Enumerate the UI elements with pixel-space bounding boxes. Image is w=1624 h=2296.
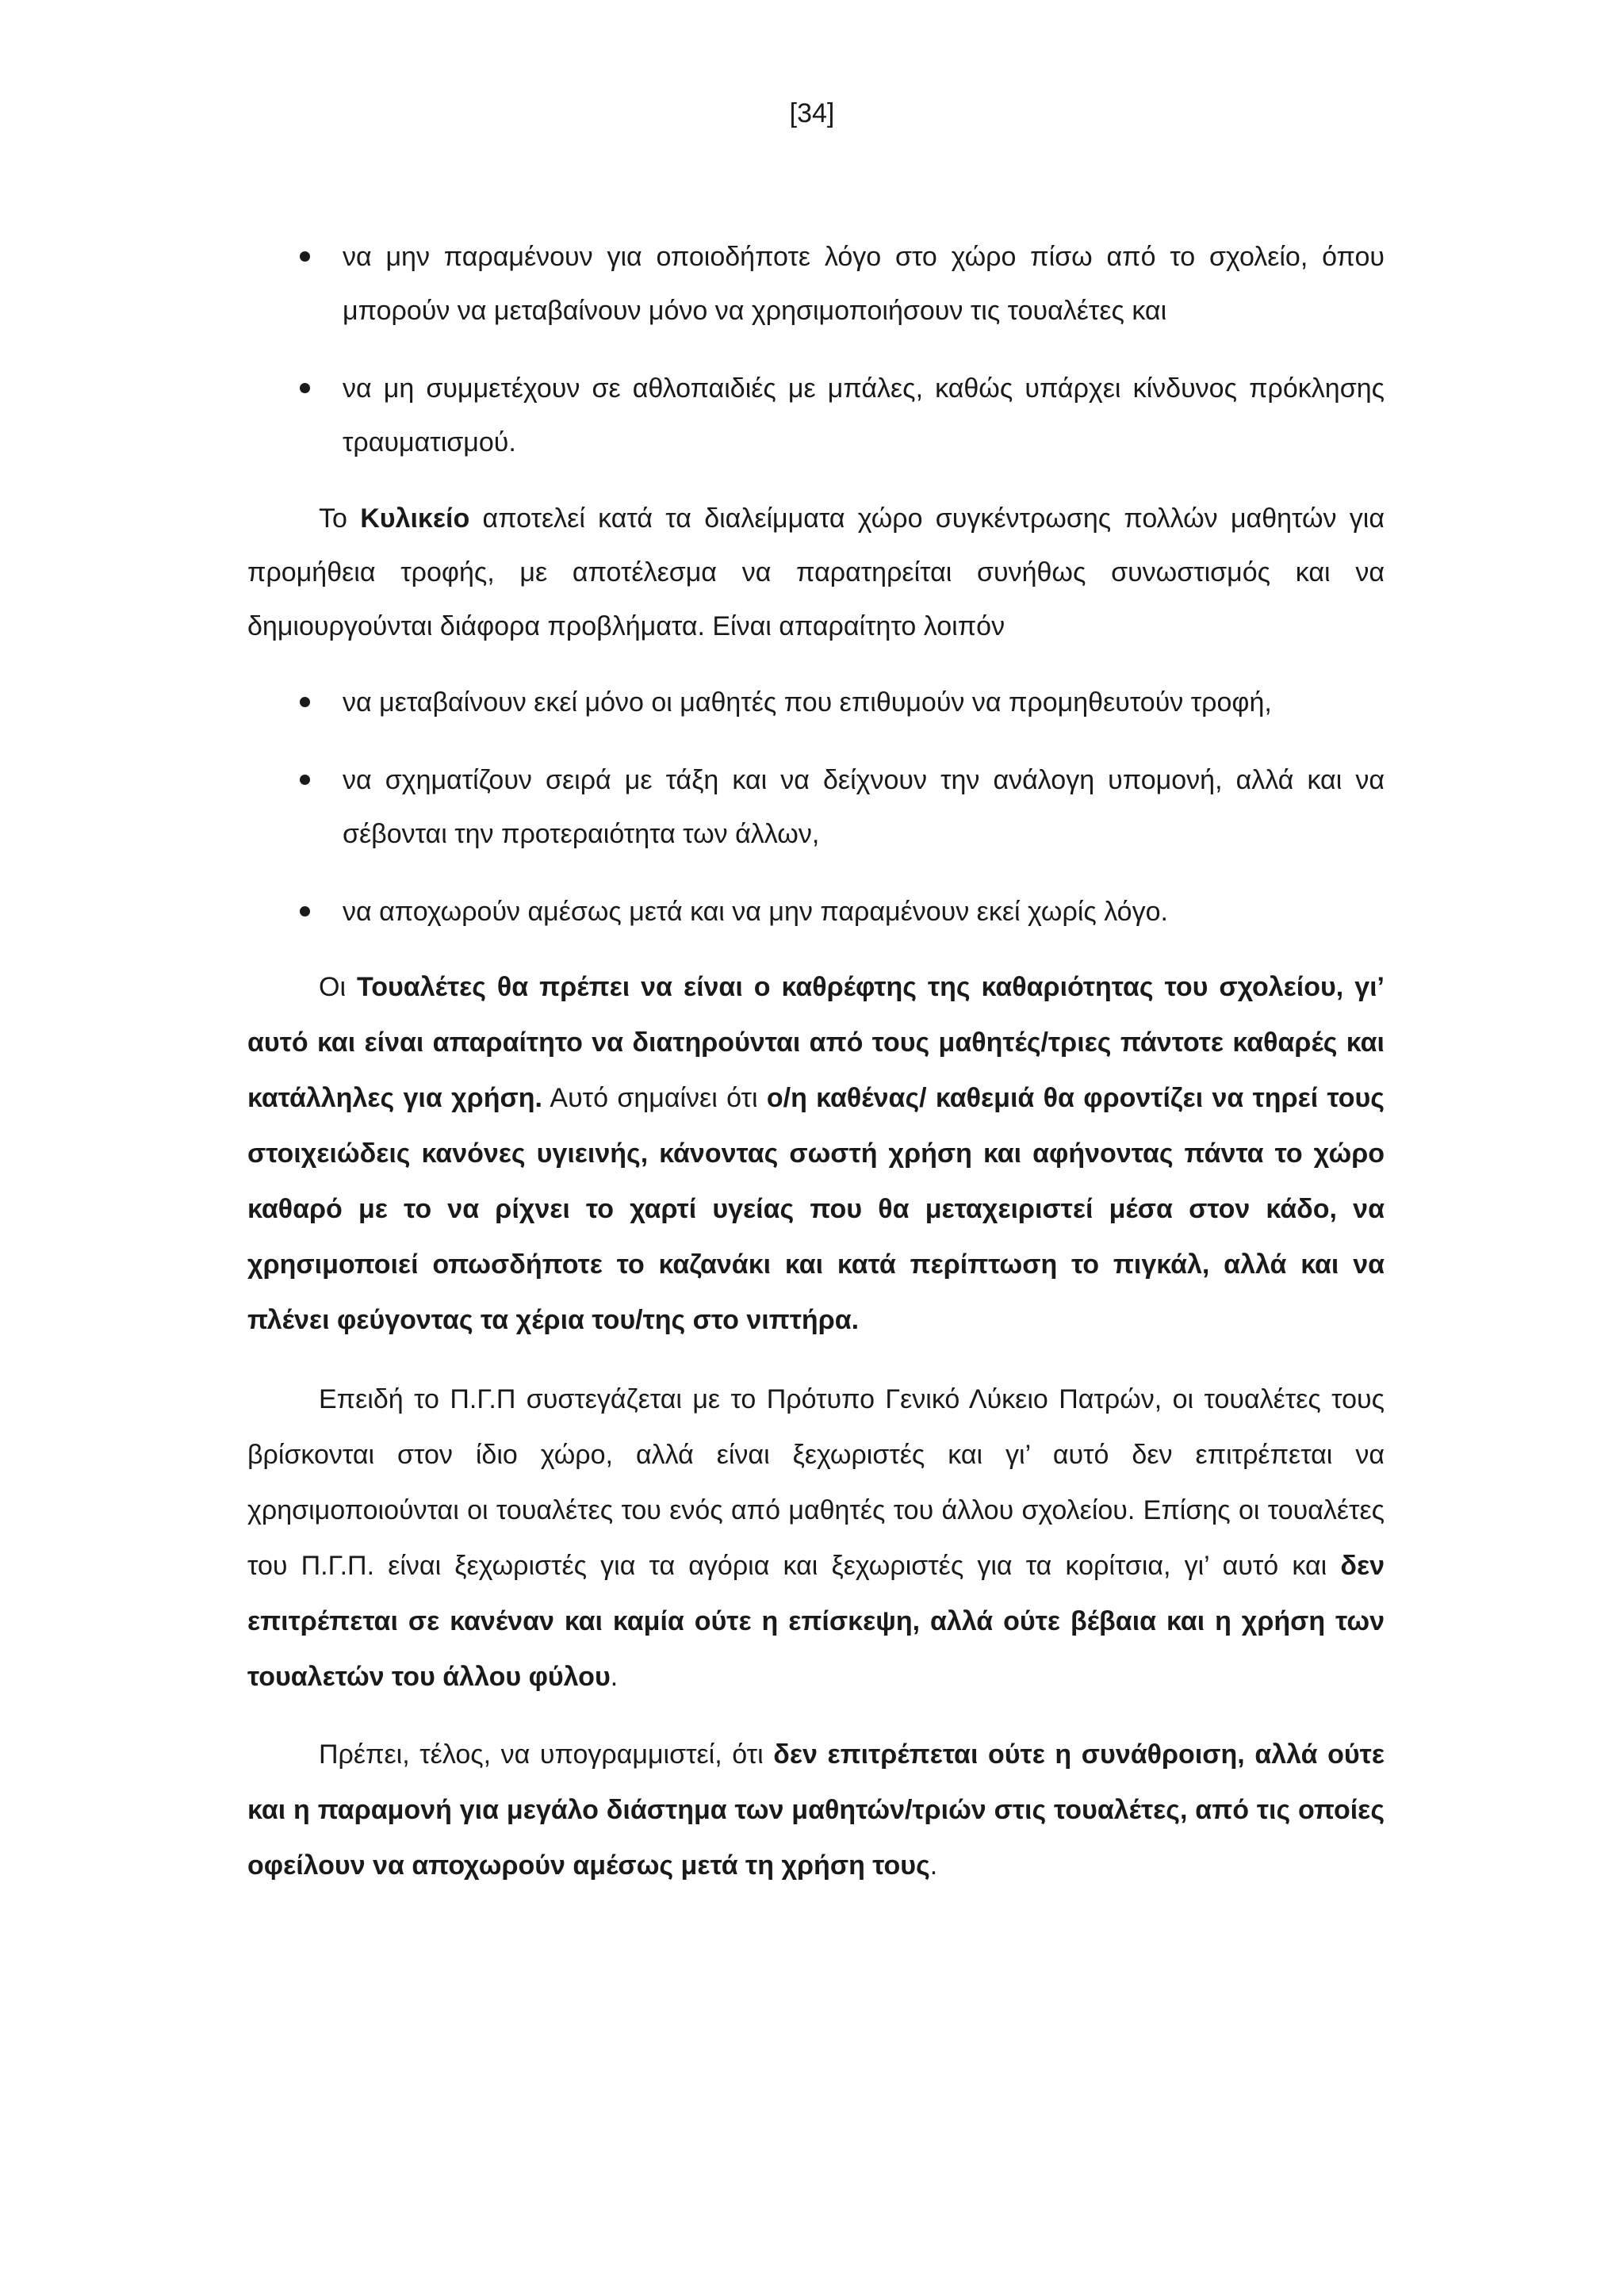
list-item [247, 675, 1385, 729]
paragraph-bold-text: δεν επιτρέπεται σε κανέναν και καμία ούτε η επίσκεψη, αλλά ούτε βέβαια και η χρήση των τουαλετών του άλλου φύλου [247, 1551, 1385, 1692]
paragraph-text: . [929, 1850, 938, 1881]
list-item-text: να μη συμμετέχουν σε αθλοπαιδιές με μπάλες, καθώς υπάρχει κίνδυνος πρόκλησης τραυματισμού. [343, 373, 1385, 457]
bullet-icon [300, 383, 310, 393]
paragraph-bold-text: Τουαλέτες θα πρέπει να είναι ο καθρέφτης της καθαριότητας του σχολείου, γι’ αυτό και είναι απαραίτητο να διατηρούνται από τους μαθητές/τριες πάντοτε καθαρές και κατάλληλες για χρήση. [247, 972, 1385, 1113]
list-item-text: να μεταβαίνουν εκεί μόνο οι μαθητές που επιθυμούν να προμηθευτούν τροφή, [343, 687, 1272, 718]
bullet-list-schoolyard [247, 230, 1385, 469]
paragraph-canteen [247, 492, 1385, 653]
paragraph-text: αποτελεί κατά τα διαλείμματα χώρο συγκέντρωσης πολλών μαθητών για προμήθεια τροφής, με αποτέλεσμα να παρατηρείται συνήθως συνωστισμός και να δημιουργούνται διάφορα προβλήματα. Είναι απαραίτητο λοιπόν [247, 503, 1385, 641]
bullet-icon [300, 775, 310, 785]
paragraph-bold-text: Κυλικείο [360, 503, 470, 534]
bullet-icon [300, 251, 310, 262]
page-number: [34] [789, 98, 835, 128]
paragraph-text: . [610, 1662, 619, 1692]
paragraph-text: Αυτό σημαίνει ότι [542, 1083, 767, 1113]
paragraph-conclusion [247, 1727, 1385, 1893]
paragraph-text: Το [319, 503, 361, 534]
document-body [247, 230, 1385, 1893]
bullet-icon [300, 906, 310, 916]
paragraph-text: Πρέπει, τέλος, να υπογραμμιστεί, ότι [319, 1739, 774, 1770]
bullet-icon [300, 697, 310, 707]
list-item-text: να σχηματίζουν σειρά με τάξη και να δείχνουν την ανάλογη υπομονή, αλλά και να σέβονται την προτεραιότητα των άλλων, [343, 765, 1385, 849]
paragraph-text: Επειδή το Π.Γ.Π συστεγάζεται με το Πρότυπο Γενικό Λύκειο Πατρών, οι τουαλέτες τους βρίσκονται στον ίδιο χώρο, αλλά είναι ξεχωριστές και γι’ αυτό δεν επιτρέπεται να χρησιμοποιούνται οι τουαλέτες του ενός από μαθητές του άλλου σχολείου. Επίσης οι τουαλέτες του Π.Γ.Π. είναι ξεχωριστές για τα αγόρια και ξεχωριστές για τα κορίτσια, γι’ αυτό και [247, 1384, 1385, 1581]
list-item-text: να μην παραμένουν για οποιοδήποτε λόγο στο χώρο πίσω από το σχολείο, όπου μπορούν να μεταβαίνουν μόνο να χρησιμοποιήσουν τις τουαλέτες και [343, 242, 1385, 326]
list-item [247, 753, 1385, 861]
paragraph-toilets [247, 959, 1385, 1348]
paragraph-shared-building [247, 1372, 1385, 1705]
list-item [247, 230, 1385, 338]
paragraph-text: Οι [319, 972, 357, 1002]
paragraph-bold-text: ο/η καθένας/ καθεμιά θα φροντίζει να τηρεί τους στοιχειώδεις κανόνες υγιεινής, κάνοντας σωστή χρήση και αφήνοντας πάντα το χώρο καθαρό με το να ρίχνει το χαρτί υγείας που θα μεταχειριστεί μέσα στον κάδο, να χρησιμοποιεί οπωσδήποτε το καζανάκι και κατά περίπτωση το πιγκάλ, αλλά και να πλένει φεύγοντας τα χέρια του/της στο νιπτήρα. [247, 1083, 1385, 1335]
bullet-list-canteen [247, 675, 1385, 939]
list-item [247, 885, 1385, 939]
list-item-text: να αποχωρούν αμέσως μετά και να μην παραμένουν εκεί χωρίς λόγο. [343, 897, 1168, 927]
paragraph-bold-text: δεν επιτρέπεται ούτε η συνάθροιση, αλλά ούτε και η παραμονή για μεγάλο διάστημα των μαθητών/τριών στις τουαλέτες, από τις οποίες οφείλουν να αποχωρούν αμέσως μετά τη χρήση τους [247, 1739, 1385, 1881]
list-item [247, 362, 1385, 469]
